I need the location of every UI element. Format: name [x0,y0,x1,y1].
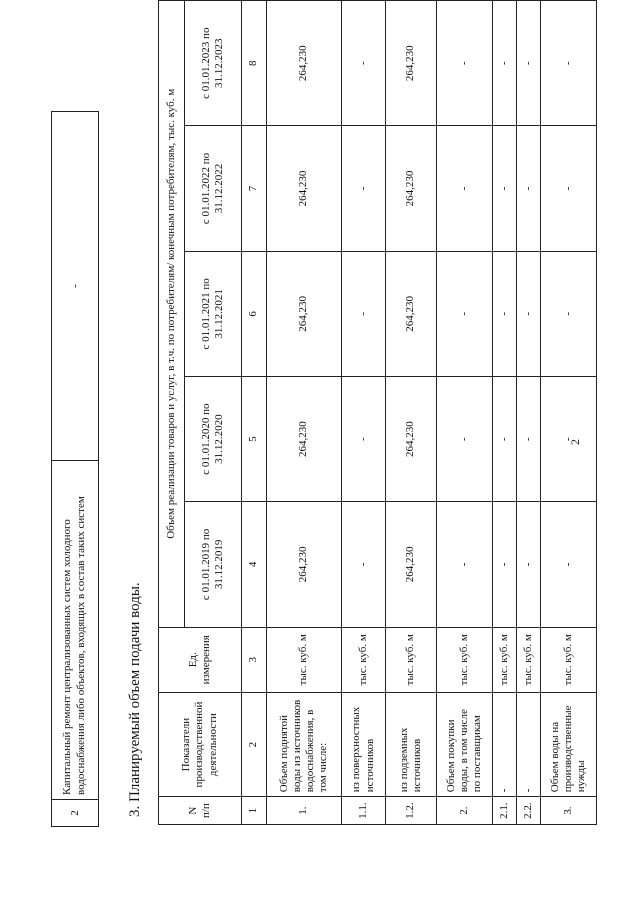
row-value: 264,230 [267,126,342,251]
column-number: 4 [242,502,267,627]
row-indicator: - [517,692,541,796]
row-value: - [541,126,597,251]
table-row [52,112,99,827]
previous-table-fragment [51,111,99,827]
row-number: 2. [437,797,493,825]
row-value: - [437,251,493,376]
row-value: - [342,502,386,627]
row-indicator: из подземных источников [386,692,437,796]
row-value: - [342,126,386,251]
row-value: - [541,376,597,501]
row-number: 1. [267,797,342,825]
row-number: 2 [52,800,99,827]
table-row [541,1,597,825]
column-number: 8 [242,1,267,126]
column-number: 3 [242,627,267,692]
page-number: 2 [568,439,582,445]
row-unit: тыс. куб. м [386,627,437,692]
row-value: 264,230 [386,126,437,251]
water-supply-table [158,0,597,825]
table-row [267,1,342,825]
row-value: - [541,502,597,627]
column-number: 5 [242,376,267,501]
section-title: 3. Планируемый объем подачи воды. [127,582,143,817]
row-value: - [517,376,541,501]
row-value: - [437,1,493,126]
period-2019: с 01.01.2019 по 31.12.2019 [185,502,242,627]
header-indicator: Показатели производственной деятельности [159,692,242,796]
header-row [159,1,185,825]
row-value: - [493,502,517,627]
table-row [437,1,493,825]
row-value: 264,230 [267,1,342,126]
table-row [493,1,517,825]
row-value: - [541,1,597,126]
row-value: 264,230 [267,251,342,376]
row-unit: тыс. куб. м [267,627,342,692]
row-value: - [517,502,541,627]
row-number: 3. [541,797,597,825]
period-2023: с 01.01.2023 по 31.12.2023 [185,1,242,126]
row-text: Капитальный ремонт централизованных систем холодного водоснабжения либо объектов, входящих в состав таких систем [52,461,99,800]
row-value: 264,230 [386,376,437,501]
column-number: 7 [242,126,267,251]
row-indicator: - [493,692,517,796]
row-value: - [437,376,493,501]
row-value: - [342,376,386,501]
table-row [386,1,437,825]
row-unit: тыс. куб. м [342,627,386,692]
row-value: - [517,251,541,376]
row-number: 1.1. [342,797,386,825]
row-value: - [517,1,541,126]
row-unit: тыс. куб. м [517,627,541,692]
row-value: 264,230 [386,251,437,376]
row-indicator: из поверхностных источников [342,692,386,796]
table-row [342,1,386,825]
row-value: - [437,502,493,627]
row-unit: тыс. куб. м [541,627,597,692]
period-2021: с 01.01.2021 по 31.12.2021 [185,251,242,376]
row-value: - [493,251,517,376]
row-value: - [493,126,517,251]
row-indicator: Объем воды на производственные нужды [541,692,597,796]
header-n: N п/п [159,797,242,825]
header-group: Объем реализации товаров и услуг, в т.ч. по потребителям/ конечным потребителям, тыс. куб. м [159,1,185,628]
row-value: - [342,1,386,126]
period-2022: с 01.01.2022 по 31.12.2022 [185,126,242,251]
row-value: - [517,126,541,251]
row-value: - [493,376,517,501]
column-number: 6 [242,251,267,376]
row-unit: тыс. куб. м [437,627,493,692]
column-number: 1 [242,797,267,825]
row-value: 264,230 [386,502,437,627]
row-value: - [52,112,99,461]
row-value: - [437,126,493,251]
row-number: 2.1. [493,797,517,825]
row-unit: тыс. куб. м [493,627,517,692]
row-value: 264,230 [267,376,342,501]
row-indicator: Объем покупки воды, в том числе по поставщикам [437,692,493,796]
table-row [517,1,541,825]
row-value: - [493,1,517,126]
column-number: 2 [242,692,267,796]
column-numbers-row [242,1,267,825]
row-indicator: Объем поднятой воды из источников водоснабжения, в том числе: [267,692,342,796]
period-2020: с 01.01.2020 по 31.12.2020 [185,376,242,501]
row-value: 264,230 [386,1,437,126]
row-value: - [541,251,597,376]
row-number: 1.2. [386,797,437,825]
row-value: - [342,251,386,376]
header-unit: Ед. измерения [159,627,242,692]
row-value: 264,230 [267,502,342,627]
row-number: 2.2. [517,797,541,825]
